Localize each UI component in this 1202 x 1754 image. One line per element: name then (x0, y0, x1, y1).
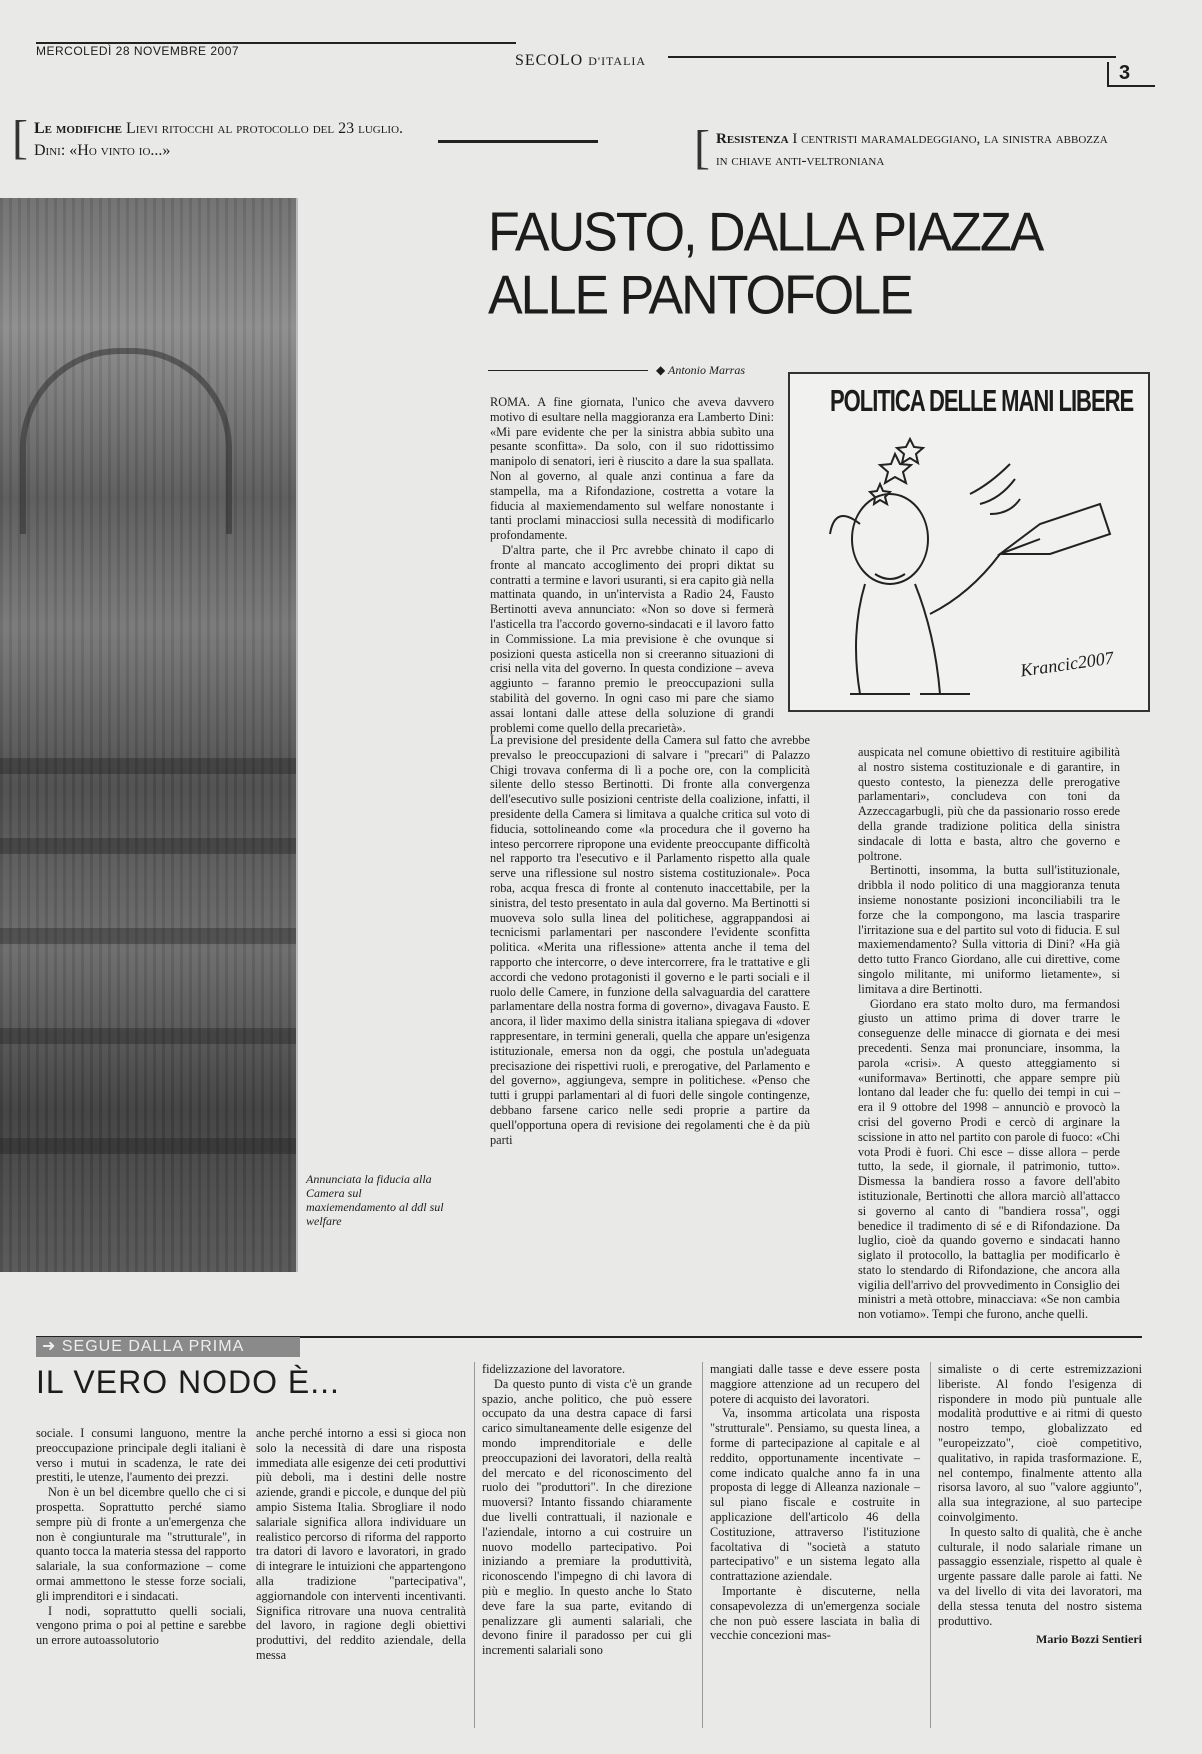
article-paragraph: ROMA. A fine giornata, l'unico che aveva davvero motivo di esultare nella maggioranza era Lamberto Dini: «Mi pare evidente che per la sinistra abbia subìto una pesante sconfitta». Da solo, con il suo ridottissimo manipolo di senatori, ieri è riuscito a dare la sua spallata. Non al governo, al quale anzi continua a fare da stampella, ma a Rifondazione, costretta a votare la fiducia al maxiemendamento sul welfare nonostante i tanti proclami minacciosi sulla necessità di modificarlo profondamente. (490, 395, 774, 543)
article-paragraph: In questo salto di qualità, che è anche culturale, il nodo salariale rimane un passaggio essenziale, rispetto al quale è urgente passare dalle parole ai fatti. Ne va del livello di vita dei lavoratori, ma della stessa tenuta del nostro sistema produttivo. (938, 1524, 1142, 1628)
column-rule (930, 1362, 931, 1728)
article-paragraph: Bertinotti, insomma, la butta sull'istituzionale, dribbla il nodo politico di una maggioranza tenuta insieme nonostante posizioni inconciliabili tra le forze che la compongono, ma lascia trasparire l'irritazione sua e del partito sul voto di fiducia. E sul maxiemendamento? Sulla vittoria di Dini? «Ha già detto tutto Franco Giordano, alle cui direttive, come singolo militante, mi uniformo lietamente», si limitava a dire Bertinotti. (858, 863, 1120, 996)
article-paragraph: simaliste o di certe estremizzazioni liberiste. Al fondo l'esigenza di rispondere in modo più puntuale alle modalità produttive e ai ritmi di questo nostro tempo, globalizzato ed "europeizzato", cioè competitivo, qualitativo, in rapida trasformazione. E, nel contempo, finalmente attento alla risorsa lavoro, al suo "valore aggiunto", alla sua integrazione, al suo partecipe coinvolgimento. (938, 1362, 1142, 1524)
bottom-column-2 (256, 1426, 466, 1663)
cartoon-title: POLITICA DELLE MANI LIBERE (830, 382, 1134, 418)
segue-title: IL VERO NODO È... (36, 1364, 340, 1400)
article-paragraph: mangiati dalle tasse e deve essere posta maggiore attenzione ad un recupero del potere di acquisto dei lavoratori. (710, 1362, 920, 1406)
article-paragraph: D'altra parte, che il Prc avrebbe chinato il capo di fronte al mancato accoglimento dei propri diktat su contratti a termine e lavori usuranti, si era capito già nella mattinata quando, in un'intervista a Radio 24, Fausto Bertinotti aveva annunciato: «Non so dove si fermerà l'asticella tra l'accordo governo-sindacati e il lavoro fatto in Commissione. La mia previsione è che ovunque si posizioni questa asticella non si creeranno situazioni di crisi nella vita del governo. In questa condizione – aveva aggiunto – faranno premio le preoccupazioni sulla stabilità del governo. In ogni caso mi pare che siamo assai lontani dalle attese della soluzione di grandi problemi come quello della precarietà». (490, 542, 774, 735)
kicker-right (694, 121, 1116, 174)
photo-tier (0, 1138, 296, 1154)
kicker-left-text: Lievi ritocchi al protocollo del 23 luglio. Dini: «Ho vinto io...» (34, 120, 404, 159)
bracket-icon: [ (12, 111, 28, 164)
segue-label: SEGUE DALLA PRIMA (61, 1338, 245, 1355)
article-paragraph: sociale. I consumi languono, mentre la preoccupazione principale degli italiani è verso i mutui in scadenza, le rate dei prestiti, le utenze, l'aumento dei prezzi. (36, 1426, 246, 1485)
photo-tier (0, 1028, 296, 1044)
article-paragraph: auspicata nel comune obiettivo di restituire agibilità al nostro sistema costituzionale e di garantire, in questo contesto, la pienezza delle prerogative parlamentari», concludeva con toni da Azzeccagarbugli, più che da passionario rosso erede della grande tradizione politica della sinistra sindacale di lotta e basta, altro che governo e poltrone. (858, 745, 1120, 863)
article-paragraph: Non è un bel dicembre quello che ci si prospetta. Soprattutto perché siamo sempre più di fronte a un'emergenza che non è congiunturale ma "strutturale", in quanto tocca la materia stessa del rapporto salariale, la sua conformazione – come ormai ammettono le stesse forze sociali, gli imprenditori e i sindacati. (36, 1485, 246, 1603)
newspaper-name-small: D'ITALIA (588, 54, 647, 68)
article-paragraph: La previsione del presidente della Camera sul fatto che avrebbe prevalso le preoccupazioni di salvare i "precari" di Palazzo Chigi trovava conferma di lì a poche ore, con la complicità silente dello stesso Bertinotti. Di fronte alla convergenza dell'esecutivo sulle posizioni centriste della coalizione, infatti, il presidente della Camera si limitava a qualche critica sul voto di fiducia, sottolineando come «la procedura che il governo ha inteso percorrere ripropone una evidente preoccupante difficoltà nel rapporto tra l'esecutivo e il Parlamento rispetto alla quale serve una riflessione sul nostro sistema costituzionale». Poca roba, acqua fresca di fronte al contenuto inaccettabile, per la sinistra, del testo presentato in aula dal governo. Ma Bertinotti si muoveva solo sulla linea del politichese, aggrappandosi ai tecnicismi parlamentari per nascondere l'evidente sconfitta politica. «Merita una riflessione» attenta anche il tema del rapporto che intercorre, o deve intercorrere, fra le trattative e gli accordi che vedono protagonisti il governo e le parti sociali e il ruolo delle Camere, in funzione della salvaguardia del carattere parlamentare della nostra forma di governo», divagava Fausto. E ancora, il lìder maximo della sinistra italiana spiegava di «dover rappresentare, in termini generali, quella che appare un'esigenza istituzionale, emersa non da oggi, che postula un'adeguata precisazione dei rispettivi ruoli, e prerogative, del Parlamento e del governo», aggiungeva, sempre in politichese. «Penso che tutti i gruppi parlamentari al di fuori delle singole contingenze, debbano farsene carico nelle sedi proprie a partire da quell'opportuna opera di revisione dei regolamenti che è da più parti (490, 733, 810, 1147)
photo-arch (20, 348, 232, 534)
column-rule (702, 1362, 703, 1728)
bottom-author: Mario Bozzi Sentieri (1036, 1632, 1142, 1647)
kicker-right-lead: Resistenza (716, 131, 789, 147)
cartoon (788, 372, 1150, 712)
article-column-1b (490, 733, 810, 1147)
bottom-column-5 (938, 1362, 1142, 1647)
column-rule (474, 1362, 475, 1728)
headline: FAUSTO, DALLA PIAZZA ALLE PANTOFOLE (488, 202, 1040, 326)
newspaper-name-main: SECOLO (515, 52, 584, 69)
bottom-column-3 (482, 1362, 692, 1658)
parliament-photo (0, 198, 298, 1272)
article-paragraph: Da questo punto di vista c'è un grande spazio, anche politico, che può essere occupato da una destra capace di farsi carico simultaneamente delle esigenze del mondo imprenditoriale e delle preoccupazioni dei lavoratori, della realtà del mercato e del riconoscimento del ruolo dei "produttori". In che direzione muoversi? Intanto fissando chiaramente due livelli contrattuali, il nazionale e l'aziendale, intorno a cui costruire un nuovo modello partecipativo. Poi iniziando a premiare la produttività, riconoscendo l'impegno di chi lavora di più e meglio. In questo anche lo Stato deve fare la sua parte, evitando di penalizzare gli aumenti salariali, che devono finire il paradosso per cui gli incrementi salariali sono (482, 1376, 692, 1658)
bottom-column-1 (36, 1426, 246, 1648)
photo-tier (0, 838, 296, 854)
issue-date: MERCOLEDÌ 28 NOVEMBRE 2007 (36, 44, 240, 58)
article-paragraph: fidelizzazione del lavoratore. (482, 1362, 626, 1376)
kicker-divider (438, 140, 598, 143)
page-number: 3 (1107, 62, 1155, 87)
byline-rule (488, 370, 648, 371)
photo-tier (0, 758, 296, 774)
article-paragraph: Importante è discuterne, nella consapevolezza di un'emergenza sociale che non può essere lasciata in balìa di vecchie concezioni mas- (710, 1583, 920, 1643)
bracket-icon: [ (694, 121, 710, 174)
segue-banner: ➜ SEGUE DALLA PRIMA (36, 1337, 300, 1357)
article-paragraph: anche perché intorno a essi si gioca non solo la necessità di dare una risposta immediata alle esigenze dei ceti produttivi più deboli, ma i destini delle nostre aziende, grandi e piccole, e dunque del più ampio Sistema Italia. Sbrogliare il nodo salariale significa allora individuare un realistico percorso di riforma del rapporto tra datori di lavoro e lavoratori, in grado di integrare le intuizioni che appartengono alla tradizione "partecipativa", aggiornandole con interventi incentivanti. Significa ritrovare una nuova centralità del lavoro, in ragione degli obiettivi produttivi, del reddito aziendale, della messa (256, 1426, 466, 1662)
byline-author: Antonio Marras (668, 363, 746, 377)
kicker-left (12, 111, 434, 164)
newspaper-name (515, 52, 646, 70)
article-column-1 (490, 395, 774, 735)
bottom-column-4 (710, 1362, 920, 1643)
masthead-rule-right (668, 56, 1116, 58)
article-paragraph: Va, insomma articolata una risposta "strutturale". Pensiamo, su questa linea, a forme di partecipazione al capitale e al reddito, opportunamente incentivate – come indicato qualche anno fa in una proposta di legge di Alleanza nazionale – sul piano fiscale e costruite in applicazione dell'articolo 46 della Costituzione, attraverso l'istituzione facoltativa di "società a statuto partecipativo" e un sistema legato alla contrattazione aziendale. (710, 1406, 920, 1584)
article-column-2 (858, 745, 1120, 1322)
kicker-right-text: I centristi maramaldeggiano, la sinistra abbozza in chiave anti-veltroniana (716, 131, 1108, 169)
article-paragraph: Giordano era stato molto duro, ma fermandosi giusto un attimo prima di dover trarre le conseguenze delle minacce di giornata e dei mesi precedenti. Senza mai pronunciare, insomma, la parola «crisi». A questo atteggiamento si «uniformava» Bertinotti, che appare sempre più lontano dal leader che fu: quello dei tempi in cui – era il 9 ottobre del 1998 – annunciò e provocò la crisi del governo Prodi e cercò di arginare la scissione in atto nel partito con parole di fuoco: «Chi vota Prodi è fuori. Chi esce – disse allora – perde tutto, la sede, il giornale, il patrimonio, tutto». Dismessa la bandiera rosso a favore dell'abito istituzionale, Bertinotti che allora marciò all'attacco si governo al canto di "bandiera rossa", oggi benedice il tradimento di sé e di Rifondazione. Da luglio, cioè da quando governo e sindacati hanno siglato il protocollo, la battaglia per modificarlo è stato lo stendardo di Rifondazione, che ancora alla vigilia dell'arrivo del provvedimento in Consiglio dei ministri a metà ottobre, minacciava: «Se non cambia non votiamo». Tempi che furono, anche quelli. (858, 996, 1120, 1322)
kicker-left-lead: Le modifiche (34, 120, 123, 137)
photo-tier (0, 928, 296, 944)
cartoon-signature: Krancic2007 (1018, 647, 1115, 681)
byline: ◆ Antonio Marras (656, 363, 746, 377)
article-paragraph: I nodi, soprattutto quelli sociali, vengono prima o poi al pettine e sarebbe un errore autoassolutorio (36, 1603, 246, 1648)
photo-caption: Annunciata la fiducia alla Camera sul maxiemendamento al ddl sul welfare (306, 1172, 444, 1228)
